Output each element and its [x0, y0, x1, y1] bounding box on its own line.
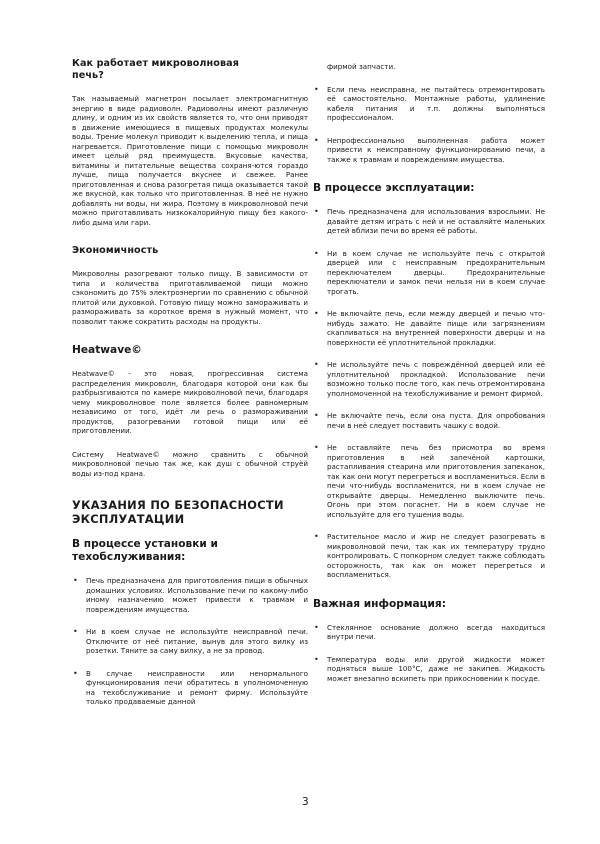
heading-installation-maintenance: В процессе установки и техобслуживания:: [72, 538, 218, 563]
heading-operation: В процессе эксплуатации:: [313, 182, 475, 194]
heading-safety-instructions: УКАЗАНИЯ ПО БЕЗОПАСНОСТИ ЭКСПЛУАТАЦИИ: [72, 498, 284, 526]
list-item: • Не включайте печь, если между дверцей и печью что-нибудь зажато. Не давайте пище или загрязнениям скапливаться на внутренней поверхности дверцы и на поверхности её уплотнительной прокладки.: [314, 309, 545, 347]
list-item: • Не включайте печь, если она пуста. Для опробования печи в неё следует поставить чашку с водой.: [314, 411, 545, 430]
list-installation: [72, 576, 308, 707]
list-item: • Ни в коем случае не используйте печь с открытой дверцей или с неисправным предохранительным переключателем дверцы. Предохранительные переключатели и замок печи нельзя ни в коем случае трогать.: [314, 248, 545, 296]
list-item: • Не оставляйте печь без присмотра во время приготовления в ней запечёной картошки, растапливания стеарина или приготовления запеканок, так как они могут перегреться и воспламениться. Если в печи что-нибудь воспламенится, ни в коем случае не открывайте дверцы. Немедленно выключите печь. Огонь при этом погаснет. Ни в коем случае не используйте для его тушения воды.: [314, 443, 545, 519]
list-item: • Не используйте печь с повреждённой дверцей или её уплотнительной прокладкой. Использование печи возможно только после того, как печь отремонтирована уполномоченной на техобслуживание и ремонт фирмой.: [314, 360, 545, 398]
heading-how-it-works: Как работает микроволновая печь?: [72, 58, 239, 81]
list-item: • Температура воды или другой жидкости может подняться выше 100°С, даже не закипев. Жидкость может внезапно вскипеть при прикосновении к посуде.: [314, 654, 545, 683]
list-item: • Растительное масло и жир не следует разогревать в микроволновой печи, так как их температуру трудно контролировать. С попкорном следует также соблюдать осторожность, так как он может перегреться и воспламениться.: [314, 532, 545, 579]
list-important-info: [313, 623, 545, 684]
heading-economy: Экономичность: [72, 245, 159, 256]
heading-important-info: Важная информация:: [313, 597, 446, 610]
list-item: • Печь предназначена для использования взрослыми. Не давайте детям играть с ней и не оставляйте маленьких детей вблизи печи во время её работы.: [314, 207, 545, 235]
list-operation: [313, 207, 545, 580]
list-item: • Если печь неисправна, не пытайтесь отремонтировать её самостоятельно. Монтажные работы, удлинение кабеля питания и т.п. должны выполняться профессионалом.: [314, 84, 545, 122]
right-column: [313, 62, 545, 696]
continued-text: фирмой запчасти.: [327, 62, 396, 71]
list-item: • Стеклянное основание должно всегда находиться внутри печи.: [314, 622, 545, 641]
paragraph-heatwave-2: Систему Heatwave© можно сравнить с обычной микроволновой печью так же, как душ с обычной струёй воды из-под крана.: [72, 449, 308, 478]
list-item: • Печь предназначена для приготовления пищи в обычных домашних условиях. Использование печи по какому-либо иному назначению может привести к травмам и повреждениям имущества.: [73, 576, 308, 614]
list-item: • Непрофессионально выполненная работа может привести к неисправному функционированию печи, а также к травмам и повреждениям имущества.: [314, 135, 545, 164]
paragraph-how-it-works: Так называемый магнетрон посылает электромагнитную энергию в виде радиоволн. Радиоволны имеют различную длину, и одним из их свойств является то, что они приводят в движение имеющиеся в пищевых продуктах молекулы воды. Трение молекул приводит к выделению тепла, и пища нагревается. Приготовление пищи с помощью микроволн имеет целый ряд преимуществ. Вкусовые качества, витамины и питательные вещества сохраня-ются гораздо лучше, пища получается вкуснее и свежее. Ранее приготовленная и снова разогретая пища оказывается такой же вкусной, как только что приготовленная. В неё не нужно добавлять ни воды, ни жира. Поэтому в микроволновой печи можно приготавливать низкокалорийную пищу без какого-либо дыма или гари.: [72, 94, 308, 227]
left-column: [72, 58, 308, 720]
list-item: • В случае неисправности или ненормального функционирования печи обратитесь в уполномоченную на техобслуживание и ремонт фирму. Используйте только продаваемые данной: [73, 668, 308, 706]
list-repair: [313, 85, 545, 165]
list-item: • Ни в коем случае не используйте неисправной печи. Отключите от неё питание, вынув для этого вилку из розетки. Тяните за саму вилку, а не за провод.: [73, 627, 308, 655]
page-number: 3: [302, 796, 309, 808]
heading-heatwave: Heatwave©: [72, 344, 142, 356]
paragraph-heatwave-1: Heatwave© - это новая, прогрессивная система распределения микроволн, благодаря которой они как бы разбрызгиваются по камере микроволновой печи, благодаря чему микроволновое поле является более равномерным независимо от того, идёт ли речь о размораживании продуктов, разогревании готовой пищи или её приготовлении.: [72, 369, 308, 435]
paragraph-economy: Микроволны разогревают только пищу. В зависимости от типа и количества приготавливаемой пищи можно сэкономить до 75% электроэнергии по сравнению с обычной плитой или духовкой. Готовую пищу можно замораживать и размораживать за короткое время в нужный момент, что позволит также сократить расходы на продукты.: [72, 269, 308, 326]
